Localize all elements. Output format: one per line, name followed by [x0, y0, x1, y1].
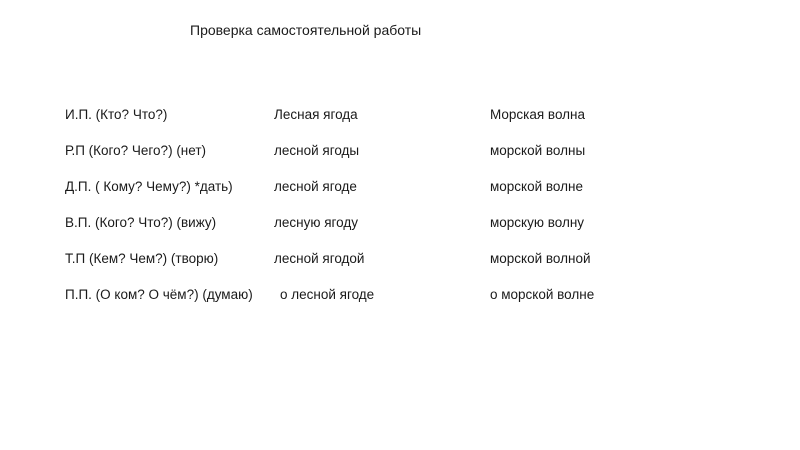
table-row: [0, 286, 800, 304]
sea-wave-form: морскую волну: [490, 215, 585, 230]
sea-wave-form: о морской волне: [490, 287, 595, 302]
case-label: Р.П (Кого? Чего?) (нет): [65, 143, 207, 158]
forest-berry-form: лесной ягоды: [274, 143, 360, 158]
table-row: [0, 106, 800, 124]
sea-wave-form: морской волны: [490, 143, 586, 158]
sea-wave-form: Морская волна: [490, 107, 586, 122]
case-label: Д.П. ( Кому? Чему?) *дать): [65, 179, 233, 194]
forest-berry-form: лесной ягоде: [274, 179, 357, 194]
table-row: [0, 142, 800, 160]
forest-berry-form: лесную ягоду: [274, 215, 358, 230]
case-label: П.П. (О ком? О чём?) (думаю): [65, 287, 253, 302]
sea-wave-form: морской волной: [490, 251, 591, 266]
case-label: Т.П (Кем? Чем?) (творю): [65, 251, 219, 266]
forest-berry-form: лесной ягодой: [274, 251, 365, 266]
table-row: [0, 214, 800, 232]
page-title: Проверка самостоятельной работы: [190, 22, 422, 38]
case-label: В.П. (Кого? Что?) (вижу): [65, 215, 217, 230]
sea-wave-form: морской волне: [490, 179, 583, 194]
forest-berry-form: о лесной ягоде: [280, 287, 375, 302]
case-label: И.П. (Кто? Что?): [65, 107, 168, 122]
table-row: [0, 178, 800, 196]
table-row: [0, 250, 800, 268]
forest-berry-form: Лесная ягода: [274, 107, 358, 122]
